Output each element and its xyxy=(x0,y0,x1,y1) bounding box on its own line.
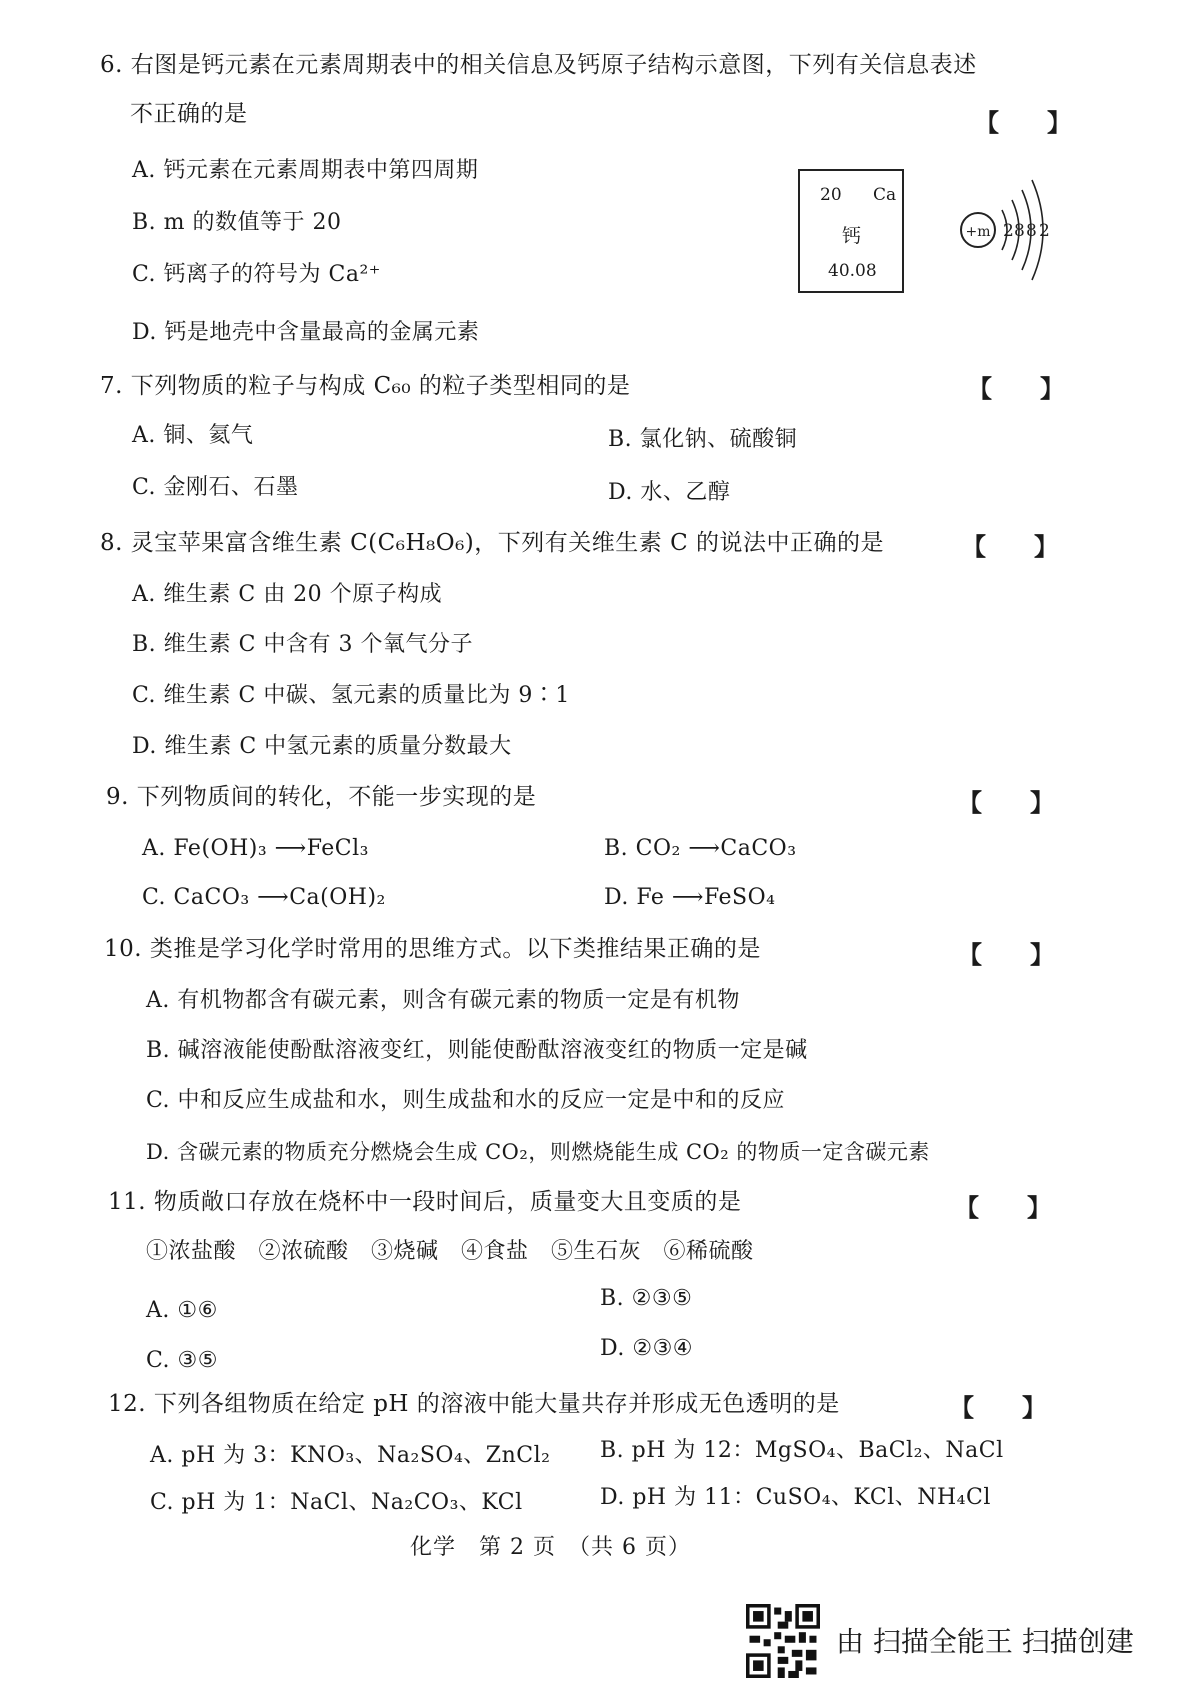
q6-option-a[interactable]: A. 钙元素在元素周期表中第四周期 xyxy=(132,158,479,183)
q11-option-d[interactable]: D. ②③④ xyxy=(600,1336,694,1361)
q6-stem-line1: 6. 右图是钙元素在元素周期表中的相关信息及钙原子结构示意图，下列有关信息表述 xyxy=(100,52,977,78)
page-footer: 化学 第 2 页 （共 6 页） xyxy=(410,1535,691,1560)
q9-option-a[interactable]: A. Fe(OH)₃ ⟶FeCl₃ xyxy=(142,836,369,861)
scanner-credit: 由 扫描全能王 扫描创建 xyxy=(836,1625,1134,1658)
q8-option-b[interactable]: B. 维生素 C 中含有 3 个氧气分子 xyxy=(132,632,473,657)
q11-stem: 11. 物质敞口存放在烧杯中一段时间后，质量变大且变质的是 xyxy=(108,1189,742,1215)
q9-option-d[interactable]: D. Fe ⟶FeSO₄ xyxy=(604,885,776,910)
calcium-atom-diagram xyxy=(950,168,1060,293)
q12-stem: 12. 下列各组物质在给定 pH 的溶液中能大量共存并形成无色透明的是 xyxy=(108,1391,840,1417)
q9-answer-bracket[interactable]: 【 】 xyxy=(958,788,1054,817)
shell-1-count: 2 xyxy=(1003,221,1014,241)
q8-option-a[interactable]: A. 维生素 C 由 20 个原子构成 xyxy=(132,582,443,607)
q10-option-a[interactable]: A. 有机物都含有碳元素，则含有碳元素的物质一定是有机物 xyxy=(146,988,740,1013)
q10-answer-bracket[interactable]: 【 】 xyxy=(958,940,1054,969)
shell-2-count: 8 xyxy=(1014,221,1025,241)
atomic-mass: 40.08 xyxy=(828,261,877,281)
q7-option-c[interactable]: C. 金刚石、石墨 xyxy=(132,475,299,500)
q9-option-c[interactable]: C. CaCO₃ ⟶Ca(OH)₂ xyxy=(142,885,386,910)
q8-answer-bracket[interactable]: 【 】 xyxy=(962,532,1058,561)
q6-option-d[interactable]: D. 钙是地壳中含量最高的金属元素 xyxy=(132,320,480,345)
q7-option-a[interactable]: A. 铜、氦气 xyxy=(132,423,254,448)
q12-option-a[interactable]: A. pH 为 3：KNO₃、Na₂SO₄、ZnCl₂ xyxy=(150,1443,551,1468)
element-symbol: Ca xyxy=(873,185,897,205)
q7-option-b[interactable]: B. 氯化钠、硫酸铜 xyxy=(608,427,798,452)
shell-4-count: 2 xyxy=(1039,221,1050,241)
atomic-number: 20 xyxy=(820,185,842,205)
q11-option-c[interactable]: C. ③⑤ xyxy=(146,1348,218,1373)
shell-3-count: 8 xyxy=(1026,221,1037,241)
q11-answer-bracket[interactable]: 【 】 xyxy=(955,1193,1051,1222)
q8-option-d[interactable]: D. 维生素 C 中氢元素的质量分数最大 xyxy=(132,734,512,759)
q11-items-list: ①浓盐酸 ②浓硫酸 ③烧碱 ④食盐 ⑤生石灰 ⑥稀硫酸 xyxy=(146,1239,754,1264)
q10-option-d[interactable]: D. 含碳元素的物质充分燃烧会生成 CO₂，则燃烧能生成 CO₂ 的物质一定含碳元素 xyxy=(146,1140,930,1164)
q12-option-c[interactable]: C. pH 为 1：NaCl、Na₂CO₃、KCl xyxy=(150,1490,523,1515)
q11-option-b[interactable]: B. ②③⑤ xyxy=(600,1286,693,1311)
q9-stem: 9. 下列物质间的转化，不能一步实现的是 xyxy=(106,784,537,810)
element-name: 钙 xyxy=(842,225,862,247)
q6-answer-bracket[interactable]: 【 】 xyxy=(975,108,1071,137)
q12-answer-bracket[interactable]: 【 】 xyxy=(950,1393,1046,1422)
q6-stem-line2: 不正确的是 xyxy=(130,101,248,127)
q7-option-d[interactable]: D. 水、乙醇 xyxy=(608,480,731,505)
q10-stem: 10. 类推是学习化学时常用的思维方式。以下类推结果正确的是 xyxy=(104,936,761,962)
qr-code-icon xyxy=(746,1604,820,1678)
q12-option-d[interactable]: D. pH 为 11：CuSO₄、KCl、NH₄Cl xyxy=(600,1485,991,1510)
q11-option-a[interactable]: A. ①⑥ xyxy=(146,1298,218,1323)
nucleus-label: +m xyxy=(965,224,991,240)
q9-option-b[interactable]: B. CO₂ ⟶CaCO₃ xyxy=(604,836,797,861)
q8-stem: 8. 灵宝苹果富含维生素 C(C₆H₈O₆)，下列有关维生素 C 的说法中正确的是 xyxy=(100,530,885,556)
q10-option-b[interactable]: B. 碱溶液能使酚酞溶液变红，则能使酚酞溶液变红的物质一定是碱 xyxy=(146,1038,808,1063)
q6-option-b[interactable]: B. m 的数值等于 20 xyxy=(132,210,342,235)
q6-option-c[interactable]: C. 钙离子的符号为 Ca²⁺ xyxy=(132,262,381,287)
q10-option-c[interactable]: C. 中和反应生成盐和水，则生成盐和水的反应一定是中和的反应 xyxy=(146,1088,786,1113)
q7-stem: 7. 下列物质的粒子与构成 C₆₀ 的粒子类型相同的是 xyxy=(100,373,631,399)
periodic-table-card xyxy=(798,169,904,293)
q8-option-c[interactable]: C. 维生素 C 中碳、氢元素的质量比为 9∶1 xyxy=(132,683,570,708)
q12-option-b[interactable]: B. pH 为 12：MgSO₄、BaCl₂、NaCl xyxy=(600,1438,1004,1463)
q7-answer-bracket[interactable]: 【 】 xyxy=(968,374,1064,403)
